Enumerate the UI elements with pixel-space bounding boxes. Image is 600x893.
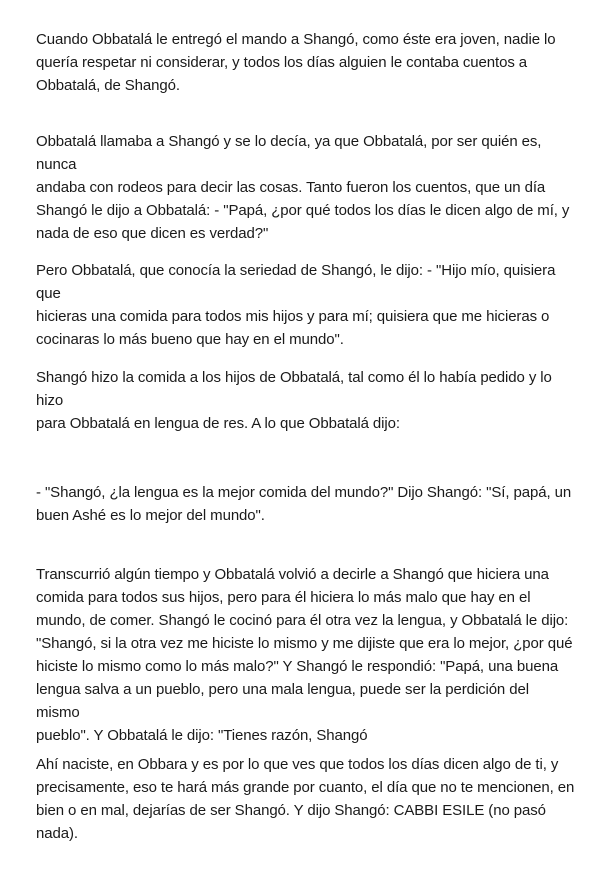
paragraph-2: Obbatalá llamaba a Shangó y se lo decía, ya que Obbatalá, por ser quién es, nunca andaba con rodeos para decir las cosas. Tanto fueron los cuentos, que un día Shangó le dijo a Obbatalá: - "Papá, ¿por qué todos los días le dicen algo de mí, y nada de eso que dicen es verdad?" [36, 133, 570, 242]
paragraph-3: Pero Obbatalá, que conocía la seriedad de Shangó, le dijo: - "Hijo mío, quisiera que hicieras una comida para todos mis hijos y para mí; quisiera que me hicieras o cocinaras lo más bueno que hay en el mundo". [36, 262, 556, 348]
paragraph-5: - "Shangó, ¿la lengua es la mejor comida del mundo?" Dijo Shangó: "Sí, papá, un buen Ashé es lo mejor del mundo". [36, 484, 572, 524]
paragraph-4: Shangó hizo la comida a los hijos de Obbatalá, tal como él lo había pedido y lo hizo para Obbatalá en lengua de res. A lo que Obbatalá dijo: [36, 369, 552, 432]
paragraph-1: Cuando Obbatalá le entregó el mando a Shangó, como éste era joven, nadie lo quería respetar ni considerar, y todos los días alguien le contaba cuentos a Obbatalá, de Shangó. [36, 31, 556, 94]
paragraph-6: Transcurrió algún tiempo y Obbatalá volvió a decirle a Shangó que hiciera una comida para todos sus hijos, pero para él hiciera lo más malo que hay en el mundo, de comer. Shangó le cocinó para él otra vez la lengua, y Obbatalá le dijo: "Shangó, si la otra vez me hiciste lo mismo y me dijiste que era lo mejor, ¿por qué hiciste lo mismo como lo más malo?" Y Shangó le respondió: "Papá, una buena lengua salva a un pueblo, pero una mala lengua, puede ser la perdición del mismo pueblo". Y Obbatalá le dijo: "Tienes razón, Shangó [36, 566, 573, 744]
paragraph-7: Ahí naciste, en Obbara y es por lo que ves que todos los días dicen algo de ti, y precisamente, eso te hará más grande por cuanto, el día que no te mencionen, en bien o en mal, dejarías de ser Shangó. Y dijo Shangó: CABBI ESILE (no pasó nada). [36, 756, 575, 842]
